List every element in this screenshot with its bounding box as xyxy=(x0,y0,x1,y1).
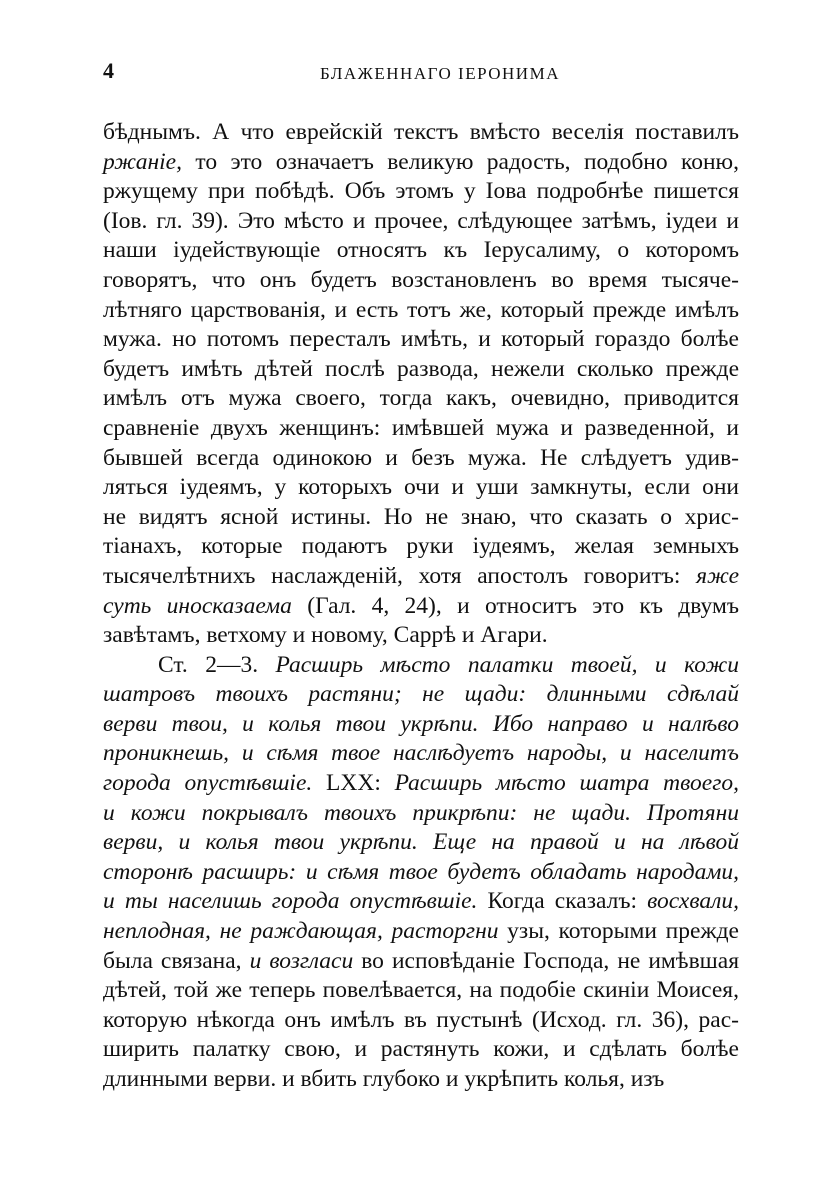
text-run: (Гал. 4, 24), и относитъ это къ двумъ xyxy=(291,592,740,619)
italic-quote: верви, и колья твои укрѣпи. Еще на правой и на лѣвой xyxy=(103,829,739,856)
text-run: бывшей всегда одинокою и безъ мужа. Не слѣдуетъ удив- xyxy=(103,444,739,471)
text-run: наши іудействующіе относятъ къ Іерусалиму, о которомъ xyxy=(103,237,739,264)
text-run: не видятъ ясной истины. Но не знаю, что сказать о хрис- xyxy=(103,503,739,530)
text-line xyxy=(103,976,739,1006)
text-line xyxy=(103,828,739,858)
italic-quote: неплодная, не раждающая, расторгни xyxy=(103,918,499,945)
text-run: дѣтей, той же теперь повелѣвается, на подобіе скиніи Моисея, xyxy=(103,977,739,1004)
text-line xyxy=(103,710,739,740)
text-line xyxy=(103,1035,739,1065)
text-line xyxy=(103,532,739,562)
text-run: которую нѣкогда онъ имѣлъ въ пустынѣ (Исход. гл. 36), рас- xyxy=(103,1006,739,1033)
text-line xyxy=(103,236,739,266)
text-run: то это означаетъ великую радость, подобно коню, xyxy=(181,148,739,175)
text-line xyxy=(103,917,739,947)
text-run: лѣтняго царствованія, и есть тотъ же, который прежде имѣлъ xyxy=(103,296,739,323)
paragraph xyxy=(103,118,739,651)
text-line xyxy=(103,651,739,681)
text-line xyxy=(103,296,739,326)
text-line xyxy=(103,799,739,829)
text-line xyxy=(103,858,739,888)
text-run: Ст. 2—3. xyxy=(158,651,276,678)
italic-quote: суть иносказаема xyxy=(103,592,292,619)
text-line xyxy=(103,384,739,414)
text-run: завѣтамъ, ветхому и новому, Саррѣ и Агари. xyxy=(103,622,548,649)
text-line xyxy=(103,769,739,799)
italic-quote: и кожи покрывалъ твоихъ прикрѣпи: не щади. Протяни xyxy=(103,799,739,826)
text-line xyxy=(103,148,739,178)
text-run: была связана, xyxy=(103,947,250,974)
text-run: сравненіе двухъ женщинъ: имѣвшей мужа и разведенной, и xyxy=(103,414,739,441)
text-line xyxy=(103,266,739,296)
italic-quote: сторонѣ расширь: и сѣмя твое будетъ обладать народами, xyxy=(103,858,739,885)
text-line xyxy=(103,355,739,385)
text-line xyxy=(103,444,739,474)
text-line xyxy=(103,414,739,444)
text-line xyxy=(103,887,739,917)
italic-quote: Расширь мѣсто палатки твоей, и кожи xyxy=(275,651,739,678)
text-line xyxy=(103,947,739,977)
page-number: 4 xyxy=(103,58,114,83)
italic-quote: Расширь мѣсто шатра твоего, xyxy=(394,770,740,797)
text-run: бѣднымъ. А что еврейскій текстъ вмѣсто веселія поставилъ xyxy=(103,119,739,145)
text-line xyxy=(103,592,739,622)
text-run: LXX: xyxy=(312,770,395,797)
text-line xyxy=(103,118,739,148)
text-run: Когда сказалъ: xyxy=(477,888,648,915)
text-line xyxy=(103,473,739,503)
italic-quote: проникнешь, и сѣмя твое наслѣдуетъ народы, и населитъ xyxy=(103,740,739,767)
text-run: ляться іудеямъ, у которыхъ очи и уши замкнуты, если они xyxy=(103,474,739,501)
italic-quote: и возгласи xyxy=(249,947,354,974)
paragraph xyxy=(103,651,739,1095)
italic-quote: и ты населишь города опустѣвшіе. xyxy=(103,888,478,915)
italic-quote: восхвали, xyxy=(647,888,740,915)
text-run: ржущему при побѣдѣ. Объ этомъ у Іова подробнѣе пишется xyxy=(103,178,739,205)
body-text xyxy=(103,118,739,1095)
text-line xyxy=(103,503,739,533)
text-run: будетъ имѣть дѣтей послѣ развода, нежели сколько прежде xyxy=(103,355,739,382)
text-line xyxy=(103,207,739,237)
text-run: мужа. но потомъ пересталъ имѣть, и который гораздо болѣе xyxy=(103,326,739,353)
text-run: узы, которыми прежде xyxy=(498,918,739,945)
text-line xyxy=(103,1006,739,1036)
text-line xyxy=(103,621,739,651)
text-run: ширить палатку свою, и растянуть кожи, и сдѣлать болѣе xyxy=(103,1036,739,1063)
text-line xyxy=(103,739,739,769)
italic-quote: ржаніе, xyxy=(103,148,182,175)
text-run: во исповѣданіе Господа, не имѣвшая xyxy=(353,947,739,974)
text-run: длинными верви. и вбить глубоко и укрѣпить колья, изъ xyxy=(103,1066,665,1092)
text-line xyxy=(103,177,739,207)
italic-quote: яже xyxy=(696,562,739,589)
italic-quote: города опустѣвшіе. xyxy=(103,770,313,797)
text-line xyxy=(103,325,739,355)
text-line xyxy=(103,1065,739,1095)
text-run: имѣлъ отъ мужа своего, тогда какъ, очевидно, приводится xyxy=(103,385,739,412)
text-line xyxy=(103,562,739,592)
italic-quote: верви твои, и колья твои укрѣпи. Ибо направо и налѣво xyxy=(103,710,739,737)
italic-quote: шатровъ твоихъ растяни; не щади: длинными сдѣлай xyxy=(103,681,739,708)
text-run: тіанахъ, которые подаютъ руки іудеямъ, желая земныхъ xyxy=(103,533,739,560)
text-run: говорятъ, что онъ будетъ возстановленъ во время тысяче- xyxy=(103,266,739,293)
text-run: (Іов. гл. 39). Это мѣсто и прочее, слѣдующее затѣмъ, іудеи и xyxy=(103,207,739,234)
running-title: БЛАЖЕННАГО ІЕРОНИМА xyxy=(320,64,560,83)
text-run: тысячелѣтнихъ наслажденій, хотя апостолъ говоритъ: xyxy=(103,562,697,589)
text-line xyxy=(103,680,739,710)
